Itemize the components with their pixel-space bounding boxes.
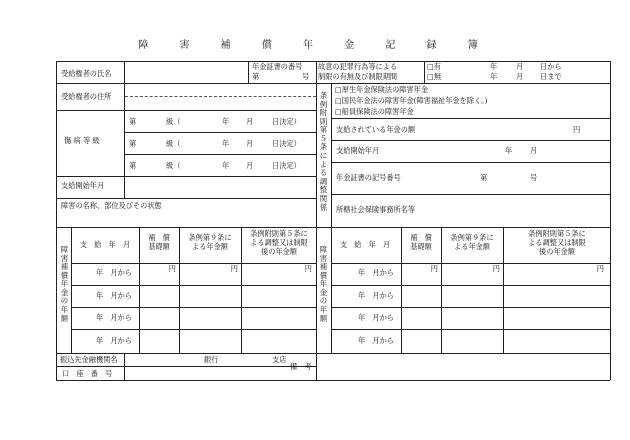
disease-grade-label: 傷 病 等 級	[64, 136, 100, 145]
table-row: 年 月から	[358, 336, 394, 345]
bank-unit: 銀行	[204, 355, 219, 364]
adjustment-vertical-label: 条例附則第５条による調整関係	[319, 91, 328, 212]
table-row: 年 月から	[358, 313, 394, 322]
base-amount-header: 補 償 基礎額	[148, 233, 170, 251]
frame-right	[610, 61, 611, 380]
table-row: 年 月から	[96, 291, 132, 300]
name-label: 受給権者の氏名	[61, 69, 112, 78]
center-divider	[316, 61, 317, 380]
supplementary-amount-header: 条例附則第５条に よる調整又は制限 後の年金額	[528, 229, 586, 256]
cert-number-dai: 第	[252, 72, 260, 81]
restriction-label-1: 故意の犯罪行為等による	[318, 62, 398, 71]
pension-type-kosei[interactable]: □厚生年金保険法の障害年金	[335, 85, 429, 94]
table-row: 年 月から	[96, 268, 132, 277]
restriction-yes-option[interactable]: □有	[427, 62, 441, 71]
page-title: 障 害 補 償 年 金 記 録 簿	[138, 40, 492, 51]
frame-bottom	[56, 380, 610, 381]
pension-type-senin[interactable]: □船員保険法の障害年金	[335, 107, 414, 116]
paid-amount-label: 支給されている年金の額	[336, 125, 416, 134]
article9-amount-header: 条例第９条に よる年金額	[450, 233, 494, 251]
office-label: 所轄社会保険事務所名等	[336, 205, 416, 214]
restriction-label-2: 制限の有無及び制限期間	[318, 72, 398, 81]
cert-code-label: 年金証書の記号番号	[336, 173, 401, 182]
table-row: 年 月から	[358, 268, 394, 277]
pension-type-kokumin[interactable]: □国民年金法の障害年金(障害福祉年金を除く。)	[335, 96, 488, 105]
annual-amount-vertical-label: 障害補償年金の年額	[60, 245, 69, 323]
frame-left	[56, 61, 57, 380]
base-amount-header: 補 償 基礎額	[410, 233, 432, 251]
table-row: 年 月から	[96, 313, 132, 322]
payment-month-header: 支 給 年 月	[339, 240, 391, 249]
table-row: 年 月から	[96, 336, 132, 345]
payment-start-label: 支給開始年月	[61, 181, 105, 190]
cert-number-go: 号	[302, 72, 310, 81]
account-number-label: 口 座 番 号	[62, 369, 113, 378]
annual-amount-vertical-label: 障害補償年金の年額	[319, 245, 328, 323]
table-row: 年 月から	[358, 291, 394, 300]
address-label: 受給権者の住所	[61, 92, 112, 101]
article9-amount-header: 条例第９条に よる年金額	[188, 233, 232, 251]
payment-month-header: 支 給 年 月	[79, 240, 131, 249]
bank-name-label: 振込先金融機関名	[60, 355, 118, 364]
injury-description-label: 障害の名称、部位及びその状態	[61, 201, 162, 210]
supplementary-amount-header: 条例附則第５条に よる調整又は制限 後の年金額	[250, 229, 308, 256]
remarks-label: 備 考	[290, 362, 312, 371]
restriction-no-option[interactable]: □無	[427, 72, 441, 81]
paid-start-label: 支給開始年月	[336, 146, 380, 155]
branch-unit: 支店	[272, 355, 287, 364]
cert-number-label: 年金証書の番号	[252, 62, 303, 71]
paid-amount-yen: 円	[573, 125, 581, 134]
